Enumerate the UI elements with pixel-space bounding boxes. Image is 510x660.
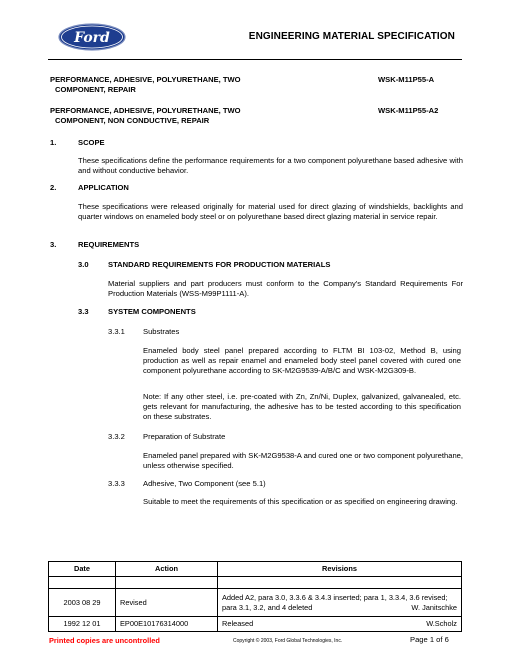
revision-table xyxy=(48,561,462,632)
table-row-blank xyxy=(49,577,462,589)
item-text-3-3-3: Suitable to meet the requirements of this specification or as specified on engineering drawing. xyxy=(143,497,458,506)
spec-code-2: WSK-M11P55-A2 xyxy=(378,106,439,115)
item-number-3-3-2: 3.3.2 xyxy=(108,432,125,441)
spec-title-1-line1: PERFORMANCE, ADHESIVE, POLYURETHANE, TWO xyxy=(50,75,241,84)
section-heading-requirements: REQUIREMENTS xyxy=(78,240,140,249)
header-divider xyxy=(48,59,462,60)
spec-code-1: WSK-M11P55-A xyxy=(378,75,435,84)
revision-text: Added A2, para 3.0, 3.3.6 & 3.4.3 inserted; para 1, 3.3.4, 3.6 revised; para 3.1, 3.2, and 4 deleted xyxy=(222,592,448,612)
table-row xyxy=(49,589,462,617)
item-number-3-3-1: 3.3.1 xyxy=(108,327,125,336)
uncontrolled-copy-notice: Printed copies are uncontrolled xyxy=(49,636,160,645)
item-heading-3-3-2: Preparation of Substrate xyxy=(143,432,226,441)
table-row xyxy=(49,617,462,632)
table-cell xyxy=(218,577,462,589)
revision-author: W. Janitschke xyxy=(411,602,457,612)
subsection-heading-3-0: STANDARD REQUIREMENTS FOR PRODUCTION MATERIALS xyxy=(108,260,331,269)
table-cell xyxy=(49,577,116,589)
subsection-text-3-0: Material suppliers and part producers must conform to the Company's Standard Requirements For Production Materials (WSS-M99P1111-A). xyxy=(108,279,463,299)
document-title: ENGINEERING MATERIAL SPECIFICATION xyxy=(248,31,455,42)
spec-title-2-line1: PERFORMANCE, ADHESIVE, POLYURETHANE, TWO xyxy=(50,106,241,115)
application-text: These specifications were released originally for material used for direct glazing of windshields, backlights and quarter windows on enameled body steel or on polyurethane based direct glazing material in service repair. xyxy=(78,202,463,222)
revision-description xyxy=(218,617,462,632)
table-cell xyxy=(116,577,218,589)
revision-text: Released xyxy=(222,619,254,629)
item-heading-3-3-1: Substrates xyxy=(143,327,180,336)
col-header-action: Action xyxy=(116,562,218,577)
logo-wordmark: Ford xyxy=(74,30,110,46)
item-heading-3-3-3: Adhesive, Two Component (see 5.1) xyxy=(143,479,266,488)
spec-title-1 xyxy=(50,75,310,95)
item-text-3-3-2: Enameled panel prepared with SK-M2G9538-A and cured one or two component polyurethane, unless otherwise specified. xyxy=(143,451,463,471)
item-note-3-3-1: Note: If any other steel, i.e. pre-coated with Zn, Zn/Ni, Duplex, galvanized, galvanealed, etc. gets relevant for manufacturing, the adhesive has to be tested according to this specification on these substrates. xyxy=(143,392,461,422)
revision-action: EP00E10176314000 xyxy=(116,617,218,632)
revision-author: W.Scholz xyxy=(426,619,457,629)
subsection-number-3-3: 3.3 xyxy=(78,307,89,316)
item-number-3-3-3: 3.3.3 xyxy=(108,479,125,488)
revision-date: 2003 08 29 xyxy=(49,589,116,617)
section-heading-application: APPLICATION xyxy=(78,183,129,192)
spec-title-2 xyxy=(50,106,310,126)
ford-oval-icon xyxy=(58,23,126,51)
subsection-number-3-0: 3.0 xyxy=(78,260,89,269)
col-header-revisions: Revisions xyxy=(218,562,462,577)
section-number-application: 2. xyxy=(50,183,57,192)
revision-action: Revised xyxy=(116,589,218,617)
page-number: Page 1 of 6 xyxy=(410,635,449,644)
revision-date: 1992 12 01 xyxy=(49,617,116,632)
section-number-scope: 1. xyxy=(50,138,57,147)
subsection-heading-3-3: SYSTEM COMPONENTS xyxy=(108,307,196,316)
scope-text: These specifications define the performance requirements for a two component polyurethane based adhesive with and without conductive behavior. xyxy=(78,156,463,176)
section-number-requirements: 3. xyxy=(50,240,57,249)
spec-title-2-line2: COMPONENT, NON CONDUCTIVE, REPAIR xyxy=(55,116,210,126)
ford-logo xyxy=(58,23,126,51)
item-text-3-3-1: Enameled body steel panel prepared according to FLTM BI 103-02, Method B, using production as well as repair enamel and enameled body steel panel covered with cured one component polyurethane according to SK-M2G9539-A/B/C and WSK-M2G309-B. xyxy=(143,346,461,376)
revision-table-header xyxy=(49,562,462,577)
section-heading-scope: SCOPE xyxy=(78,138,105,147)
copyright-notice: Copyright © 2003, Ford Global Technologies, Inc. xyxy=(233,638,343,644)
col-header-date: Date xyxy=(49,562,116,577)
spec-title-1-line2: COMPONENT, REPAIR xyxy=(55,85,136,95)
revision-description xyxy=(218,589,462,617)
